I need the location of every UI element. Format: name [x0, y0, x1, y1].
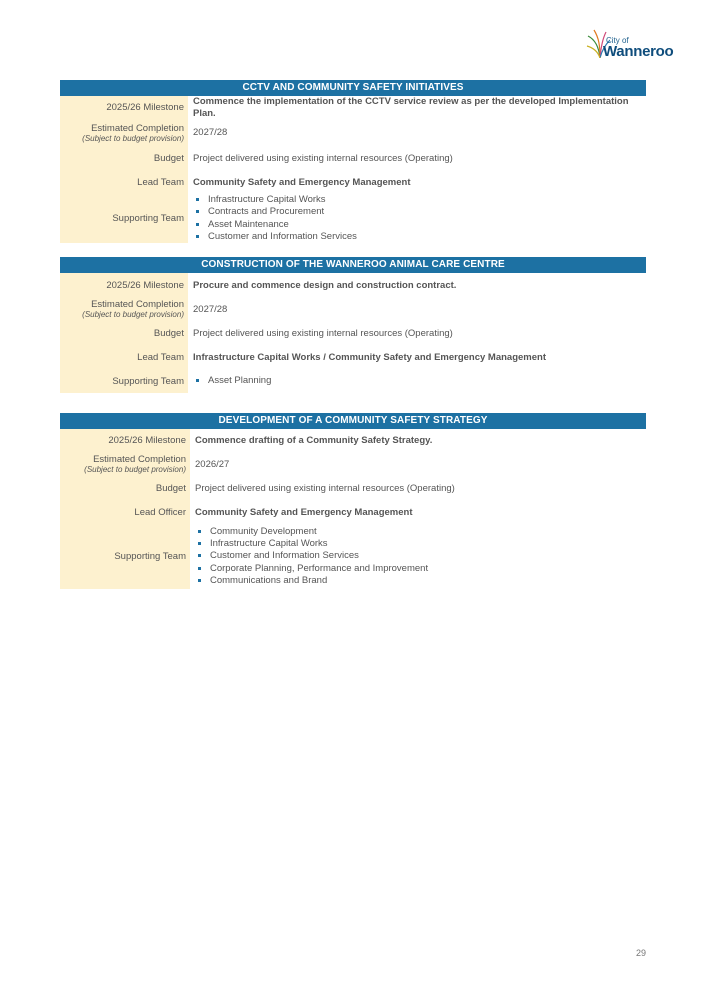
lead-row: [60, 345, 646, 369]
section-title: DEVELOPMENT OF A COMMUNITY SAFETY STRATEGY: [60, 413, 646, 429]
completion-label: Estimated Completion (Subject to budget provision): [60, 297, 188, 321]
list-item: Community Development: [195, 526, 646, 538]
budget-value: Project delivered using existing internal resources (Operating): [193, 327, 453, 339]
support-label: Supporting Team: [60, 369, 188, 393]
milestone-row: [60, 429, 646, 452]
completion-value: 2027/28: [193, 303, 228, 315]
milestone-label: 2025/26 Milestone: [60, 429, 190, 452]
lead-label: Lead Team: [60, 345, 188, 369]
milestone-value: Commence drafting of a Community Safety Strategy.: [195, 435, 433, 446]
completion-label: Estimated Completion (Subject to budget provision): [60, 119, 188, 146]
section-animal-care: [60, 257, 646, 393]
support-row: [60, 369, 646, 393]
section-title: CCTV AND COMMUNITY SAFETY INITIATIVES: [60, 80, 646, 96]
milestone-label: 2025/26 Milestone: [60, 273, 188, 297]
milestone-row: [60, 96, 646, 119]
lead-row: [60, 170, 646, 194]
milestone-row: [60, 273, 646, 297]
logo-city-text: City of: [606, 36, 629, 45]
list-item: Contracts and Procurement: [193, 206, 646, 218]
section-community-safety-strategy: [60, 413, 646, 589]
completion-row: [60, 452, 646, 476]
completion-value: 2026/27: [195, 458, 230, 470]
support-list: [195, 526, 646, 587]
section-cctv: [60, 80, 646, 243]
list-item: Infrastructure Capital Works: [195, 538, 646, 550]
support-label: Supporting Team: [60, 194, 188, 243]
lead-label: Lead Team: [60, 170, 188, 194]
support-row: [60, 524, 646, 589]
lead-row: [60, 500, 646, 524]
milestone-value: Commence the implementation of the CCTV service review as per the developed Implementation Plan.: [193, 95, 629, 119]
support-label: Supporting Team: [60, 524, 190, 589]
budget-row: [60, 476, 646, 500]
budget-label: Budget: [60, 321, 188, 345]
completion-label: Estimated Completion (Subject to budget provision): [60, 452, 190, 476]
list-item: Asset Planning: [193, 375, 646, 387]
lead-value: Infrastructure Capital Works / Community Safety and Emergency Management: [193, 351, 546, 363]
budget-label: Budget: [60, 476, 190, 500]
list-item: Customer and Information Services: [195, 550, 646, 562]
budget-row: [60, 321, 646, 345]
budget-value: Project delivered using existing internal resources (Operating): [193, 152, 453, 164]
section-title: CONSTRUCTION OF THE WANNEROO ANIMAL CARE CENTRE: [60, 257, 646, 273]
list-item: Infrastructure Capital Works: [193, 194, 646, 206]
milestone-label: 2025/26 Milestone: [60, 96, 188, 119]
lead-value: Community Safety and Emergency Management: [195, 506, 413, 518]
completion-row: [60, 119, 646, 146]
completion-row: [60, 297, 646, 321]
completion-value: 2027/28: [193, 127, 228, 138]
budget-row: [60, 146, 646, 170]
support-list: [193, 375, 646, 387]
support-list: [193, 194, 646, 243]
lead-value: Community Safety and Emergency Management: [193, 176, 411, 188]
budget-label: Budget: [60, 146, 188, 170]
list-item: Customer and Information Services: [193, 231, 646, 243]
list-item: Corporate Planning, Performance and Improvement: [195, 563, 646, 575]
city-of-wanneroo-logo: [586, 28, 672, 62]
page-number: 29: [636, 948, 647, 958]
logo-wanneroo-text: Wanneroo: [603, 43, 674, 60]
list-item: Asset Maintenance: [193, 219, 646, 231]
lead-label: Lead Officer: [60, 500, 190, 524]
list-item: Communications and Brand: [195, 575, 646, 587]
budget-value: Project delivered using existing internal resources (Operating): [195, 482, 455, 494]
support-row: [60, 194, 646, 243]
milestone-value: Procure and commence design and construction contract.: [193, 279, 457, 291]
